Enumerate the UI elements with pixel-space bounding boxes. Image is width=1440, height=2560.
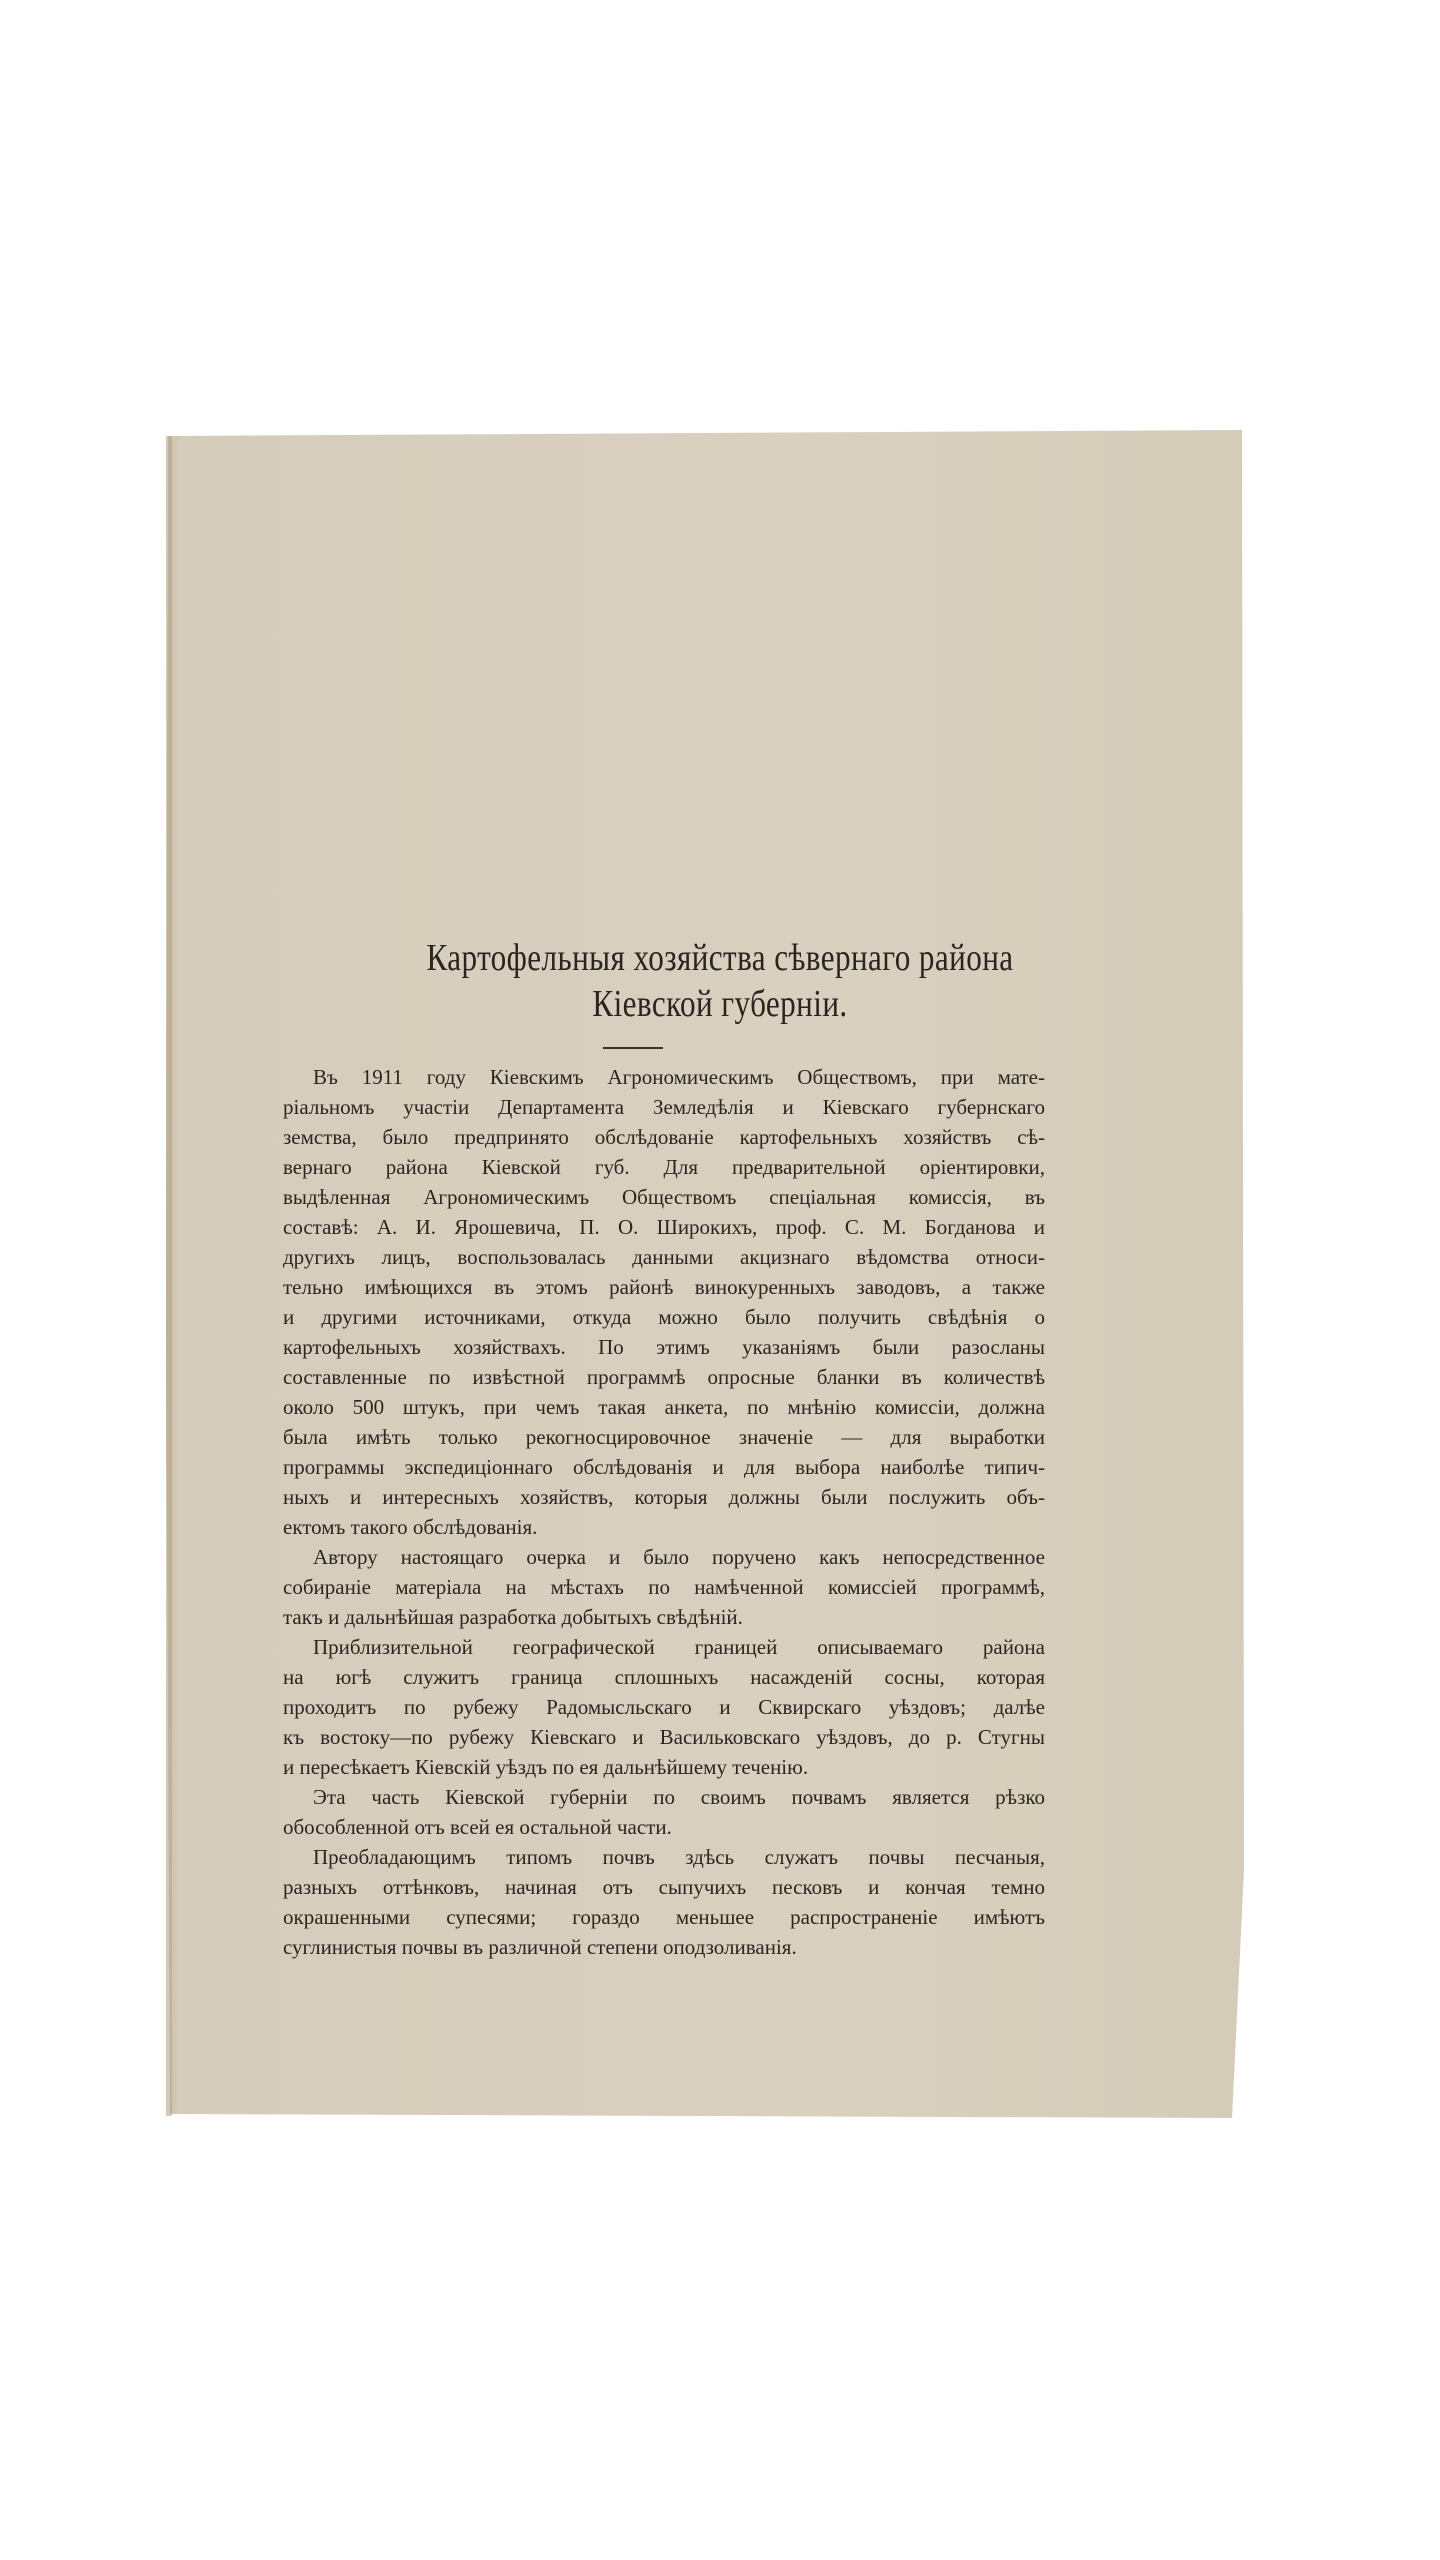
text-line: выдѣленная Агрономическимъ Обществомъ спеціальная комиссія, въ <box>283 1185 1045 1209</box>
text-line: такъ и дальнѣйшая разработка добытыхъ свѣдѣній. <box>283 1605 743 1629</box>
title-line-1: Картофельныя хозяйства сѣвернаго района <box>426 937 1014 979</box>
text-line: и другими источниками, откуда можно было получить свѣдѣнія о <box>283 1305 1045 1329</box>
page-title <box>130 935 1311 1027</box>
text-line: программы экспедиціоннаго обслѣдованія и для выбора наиболѣе типич- <box>283 1455 1045 1479</box>
body-text <box>283 1062 1045 1962</box>
text-line: къ востоку—по рубежу Кіевскаго и Васильковскаго уѣздовъ, до р. Стугны <box>283 1725 1045 1749</box>
paragraph <box>283 1062 1045 1542</box>
text-line: другихъ лицъ, воспользовалась данными акцизнаго вѣдомства относи- <box>283 1245 1045 1269</box>
text-line: составѣ: А. И. Ярошевича, П. О. Широкихъ, проф. С. М. Богданова и <box>283 1215 1045 1239</box>
text-line: Автору настоящаго очерка и было поручено какъ непосредственное <box>313 1545 1045 1569</box>
text-line: Эта часть Кіевской губерніи по своимъ почвамъ является рѣзко <box>313 1785 1045 1809</box>
text-line: окрашенными супесями; гораздо меньшее распространеніе имѣютъ <box>283 1905 1045 1929</box>
text-line: проходитъ по рубежу Радомысльскаго и Сквирскаго уѣздовъ; далѣе <box>283 1695 1045 1719</box>
text-line: вернаго района Кіевской губ. Для предварительной оріентировки, <box>283 1155 1045 1179</box>
text-line: ріальномъ участіи Департамента Земледѣлія и Кіевскаго губернскаго <box>283 1095 1045 1119</box>
text-line: ектомъ такого обслѣдованія. <box>283 1515 538 1539</box>
title-line-2: Кіевской губерніи. <box>592 983 848 1025</box>
paragraph <box>283 1542 1045 1632</box>
text-line: около 500 штукъ, при чемъ такая анкета, по мнѣнію комиссіи, должна <box>283 1395 1045 1419</box>
text-line: была имѣть только рекогносцировочное значеніе — для выработки <box>283 1425 1045 1449</box>
text-line: земства, было предпринято обслѣдованіе картофельныхъ хозяйствъ сѣ- <box>283 1125 1045 1149</box>
text-line: на югѣ служитъ граница сплошныхъ насажденій сосны, которая <box>283 1665 1045 1689</box>
text-line: ныхъ и интересныхъ хозяйствъ, которыя должны были послужить объ- <box>283 1485 1045 1509</box>
text-line: Приблизительной географической границей описываемаго района <box>313 1635 1045 1659</box>
text-line: составленные по извѣстной программѣ опросные бланки въ количествѣ <box>283 1365 1045 1389</box>
paragraph <box>283 1782 1045 1842</box>
text-line: картофельныхъ хозяйствахъ. По этимъ указаніямъ были разосланы <box>283 1335 1045 1359</box>
text-line: Въ 1911 году Кіевскимъ Агрономическимъ Обществомъ, при мате- <box>313 1065 1045 1089</box>
text-line: суглинистыя почвы въ различной степени оподзоливанія. <box>283 1935 797 1959</box>
text-line: обособленной отъ всей ея остальной части. <box>283 1815 672 1839</box>
text-line: Преобладающимъ типомъ почвъ здѣсь служатъ почвы песчаныя, <box>313 1845 1045 1869</box>
title-divider <box>603 1047 663 1049</box>
text-line: тельно имѣющихся въ этомъ районѣ винокуренныхъ заводовъ, а также <box>283 1275 1045 1299</box>
paper-edge <box>166 436 172 2116</box>
text-line: разныхъ оттѣнковъ, начиная отъ сыпучихъ песковъ и кончая темно <box>283 1875 1045 1899</box>
paragraph <box>283 1632 1045 1782</box>
paragraph <box>283 1842 1045 1962</box>
text-line: собираніе матеріала на мѣстахъ по намѣченной комиссіей программѣ, <box>283 1575 1045 1599</box>
text-line: и пересѣкаетъ Кіевскій уѣздъ по ея дальнѣйшему теченію. <box>283 1755 809 1779</box>
